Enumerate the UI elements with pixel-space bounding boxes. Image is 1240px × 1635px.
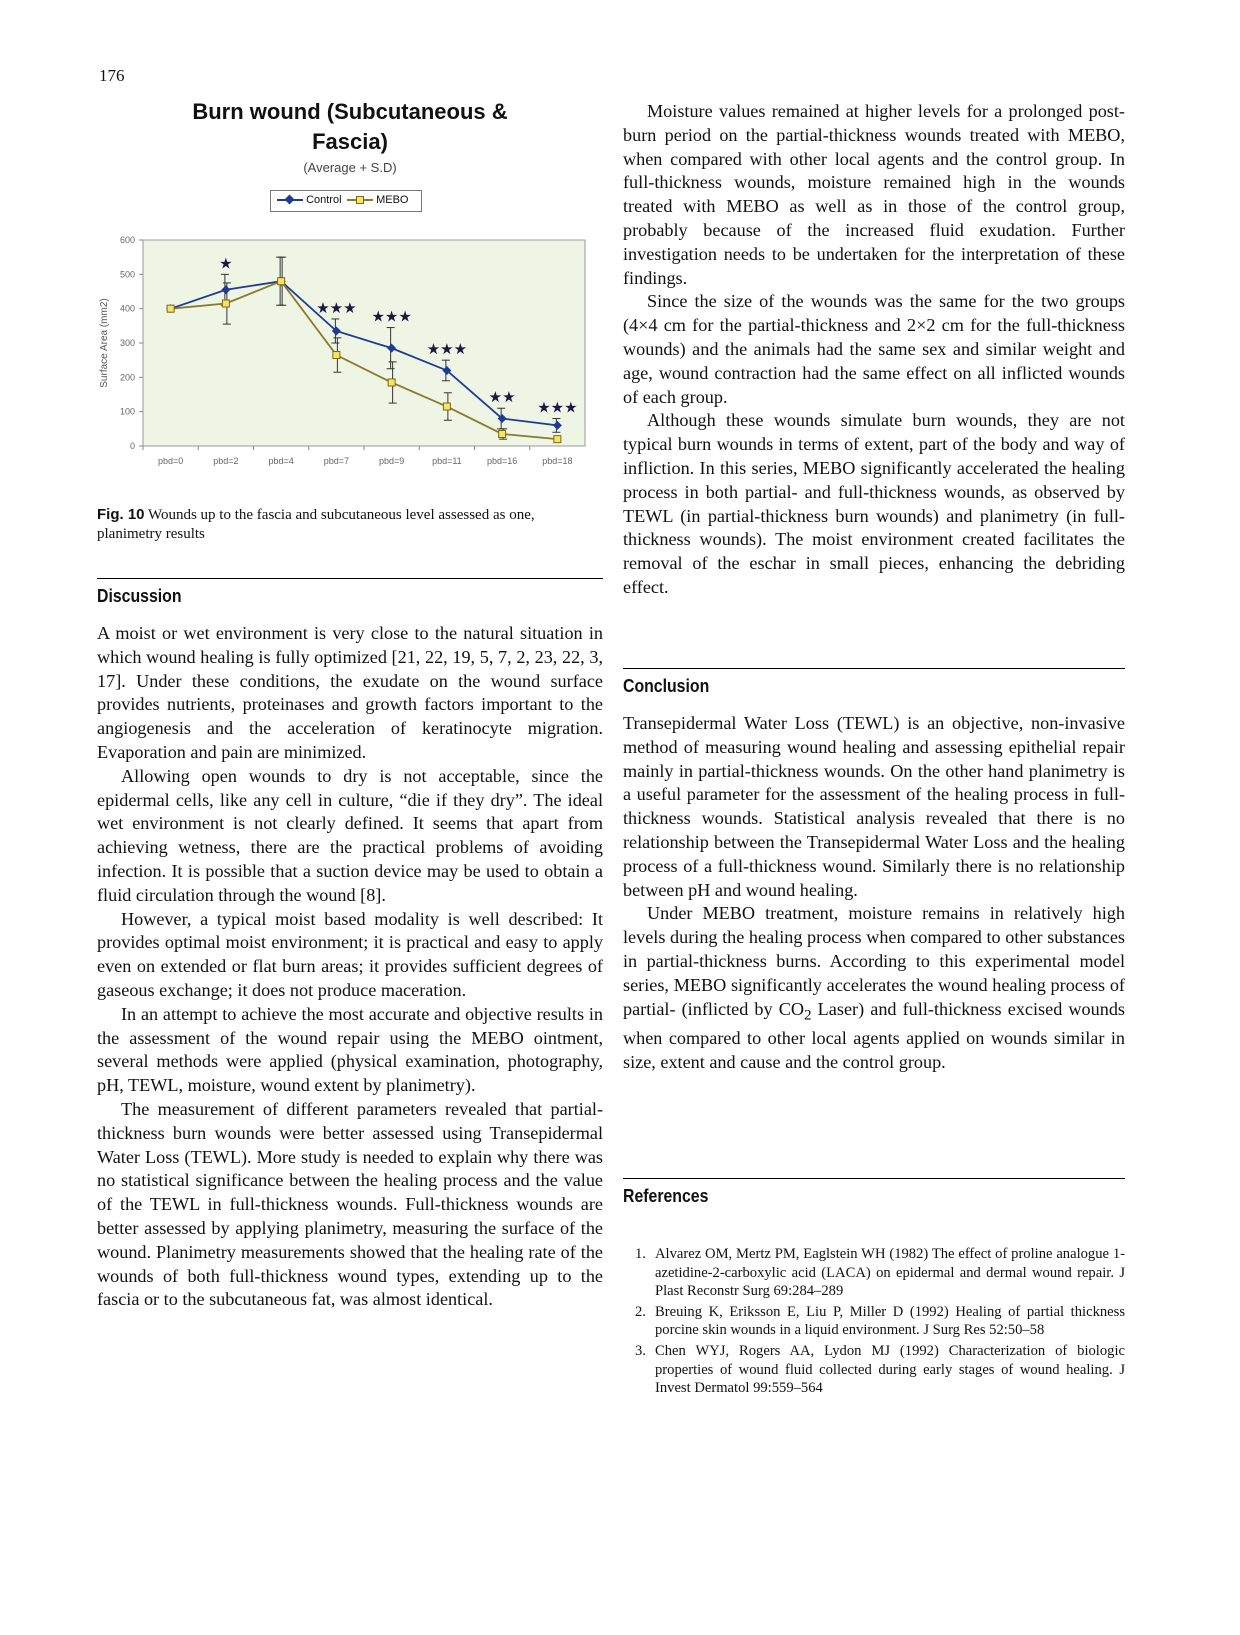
reference-list [635,1245,1125,1400]
discussion-body [97,622,603,1312]
page-number: 176 [99,66,125,85]
reference-text: Breuing K, Eriksson E, Liu P, Miller D (1992) Healing of partial thickness porcine skin wounds in a liquid environment. J Surg Res 52:50–58 [655,1303,1125,1339]
co2-subscript: 2 [803,1006,812,1024]
significance-stars: ★★★ [426,340,468,359]
x-tick-label: pbd=0 [157,456,184,466]
x-tick-label: pbd=7 [323,456,350,466]
legend-item-control [277,194,342,206]
discussion-heading: Discussion [97,586,182,606]
discussion-paragraph-3: However, a typical moist based modality is well described: It provides optimal moist environment; it is practical and easy to apply even on extended or flat burn areas; it provides sufficient degrees of gaseous exchange; it does not produce maceration. [97,908,603,1000]
mebo-point [333,352,340,359]
conclusion-rule [623,668,1125,669]
significance-stars: ★★★ [371,307,412,326]
y-tick-label: 300 [119,338,135,348]
mebo-point [554,436,561,443]
conclusion-text-a: Under MEBO treatment, moisture remains in relatively high levels during the healing process when compared to other substances in partial-thickness burns. According to this experimental model series, MEBO significantly accelerates the wound healing process of partial- (inflicted by CO [623,903,1125,1019]
discussion-paragraph-2: Allowing open wounds to dry is not acceptable, since the epidermal cells, like any cell in culture, “die if they dry”. The ideal wet environment is not clearly defined. It seems that apart from achieving wetness, there are the practical problems of avoiding infection. It is possible that a suction device may be used to obtain a fluid circulation through the wound [8]. [97,765,603,905]
reference-text: Alvarez OM, Mertz PM, Eaglstein WH (1982) The effect of proline analogue 1-azetidine-2-carboxylic acid (LACA) on epidermal and dermal wound repair. J Plast Reconstr Surg 69:284–289 [655,1246,1125,1300]
reference-item [635,1342,1125,1398]
right-paragraph-2: Since the size of the wounds was the same for the two groups (4×4 cm for the partial-thickness and 2×2 cm for the full-thickness wounds) and the animals had the same sex and similar weight and age, wound contraction had the same effect on all inflicted wounds of each group. [623,291,1125,407]
legend-item-mebo [347,194,408,206]
right-paragraph-3: Although these wounds simulate burn wounds, they are not typical burn wounds in terms of extent, part of the body and way of infliction. In this series, MEBO significantly accelerated the healing process in both partial- and full-thickness wounds, as observed by TEWL (in partial-thickness burn wounds) and planimetry (in full-thickness wounds). The moist environment created facilitates the removal of the eschar in small pieces, enhancing the debriding effect. [623,410,1125,597]
references-heading: References [623,1186,709,1206]
control-legend-swatch [277,195,303,205]
chart-title-line2: Fascia) [312,129,388,154]
reference-text: Chen WYJ, Rogers AA, Lydon MJ (1992) Characterization of biologic properties of wound fluid collected during early stages of wound healing. J Invest Dermatol 99:559–564 [655,1342,1125,1397]
y-axis-label: Surface Area (mm2) [99,298,110,388]
conclusion-paragraph-1: Transepidermal Water Loss (TEWL) is an objective, non-invasive method of measuring wound healing and assessing epithelial repair mainly in partial-thickness wounds. On the other hand planimetry is a useful parameter for the assessment of the healing process in full-thickness wounds. Statistical analysis revealed that there is no relationship between the Transepidermal Water Loss and the healing process of a full-thickness wound. Similarly there is no relationship between pH and wound healing. [623,713,1125,900]
discussion-rule [97,578,603,579]
significance-stars: ★ [219,254,233,273]
mebo-point [443,403,450,410]
legend-label-mebo: MEBO [376,194,409,206]
reference-number: 1. [635,1246,646,1262]
x-tick-label: pbd=2 [213,456,239,466]
mebo-legend-swatch [347,195,373,205]
conclusion-paragraph-2 [623,902,1125,1074]
figure [95,98,605,498]
x-tick-label: pbd=16 [486,456,518,466]
significance-stars: ★★ [488,388,516,407]
y-tick-label: 600 [119,235,135,245]
x-tick-label: pbd=4 [268,456,294,466]
y-tick-label: 400 [119,303,135,314]
mebo-point [499,430,506,437]
references-rule [623,1178,1125,1179]
y-tick-label: 500 [119,269,135,280]
chart-legend [270,190,422,212]
discussion-paragraph-5: The measurement of different parameters revealed that partial-thickness burn wounds were better assessed using Transepidermal Water Loss (TEWL). More study is needed to explain why there was no statistical significance between the healing process and the value of the TEWL in full-thickness wounds. Full-thickness wounds are better assessed by applying planimetry, measuring the surface of the wound. Planimetry measurements showed that the healing rate of the wounds of both full-thickness wound types, extending up to the fascia or to the subcutaneous fat, was almost identical. [97,1098,603,1310]
mebo-point [167,305,174,312]
x-tick-label: pbd=18 [542,456,573,466]
reference-item [635,1303,1125,1340]
line-chart [95,228,605,488]
plot-area [143,240,585,446]
reference-number: 3. [635,1342,646,1359]
x-tick-label: pbd=9 [378,456,405,466]
x-tick-label: pbd=11 [432,456,462,466]
discussion-paragraph-1: A moist or wet environment is very close to the natural situation in which wound healing is fully optimized [21, 22, 19, 5, 7, 2, 23, 22, 3, 17]. Under these conditions, the exudate on the wound surface provides nutrients, proteinases and growth factors important to the angiogenesis and the acceleration of keratinocyte migration. Evaporation and pain are minimized. [97,623,603,762]
caption-label: Fig. 10 [97,506,145,523]
mebo-point [278,278,285,285]
conclusion-body [623,712,1125,1075]
caption-text: Wounds up to the fascia and subcutaneous level assessed as one, planimetry results [97,507,535,542]
mebo-point [388,379,395,386]
discussion-paragraph-4: In an attempt to achieve the most accurate and objective results in the assessment of the wound repair using the MEBO ointment, several methods were applied (physical examination, photography, pH, TEWL, moisture, wound extent by planimetry). [97,1003,603,1096]
reference-number: 2. [635,1303,646,1320]
significance-stars: ★★★ [316,298,357,317]
conclusion-text-b: Laser) and full-thickness excised wounds when compared to other local agents applied on wounds similar in size, extent and cause and the control group. [623,998,1125,1072]
legend-label-control: Control [306,194,342,206]
right-column-body [623,100,1125,600]
y-tick-label: 100 [119,406,135,417]
figure-caption [97,505,602,544]
chart-subtitle: (Average + S.D) [303,160,397,175]
right-paragraph-1: Moisture values remained at higher levels for a prolonged post-burn period on the partial-thickness wounds treated with MEBO, when compared with other local agents and the control group. In full-thickness wounds, moisture remained high in the wounds treated with MEBO as well as in those of the control group, probably because of the increased fluid exudation. Further investigation needs to be undertaken for the interpretation of these findings. [623,101,1125,288]
mebo-point [222,300,229,307]
chart-title-line1: Burn wound (Subcutaneous & [192,99,508,124]
conclusion-heading: Conclusion [623,676,710,696]
significance-stars: ★★★ [537,398,578,417]
y-tick-label: 200 [119,372,135,383]
reference-item [635,1245,1125,1301]
y-tick-label: 0 [129,441,135,451]
